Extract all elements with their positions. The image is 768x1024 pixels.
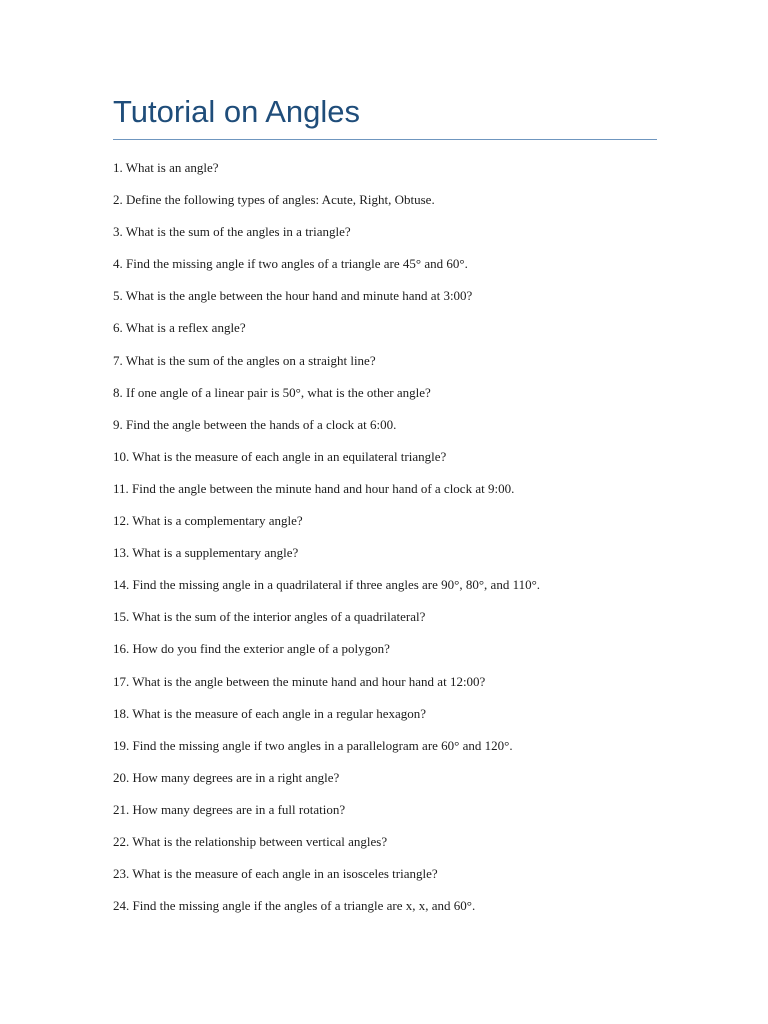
- question-item: 15. What is the sum of the interior angles of a quadrilateral?: [113, 609, 426, 625]
- question-item: 16. How do you find the exterior angle of a polygon?: [113, 641, 390, 657]
- question-item: 13. What is a supplementary angle?: [113, 545, 299, 561]
- question-item: 18. What is the measure of each angle in a regular hexagon?: [113, 705, 427, 721]
- question-item: 23. What is the measure of each angle in an isosceles triangle?: [113, 866, 438, 882]
- question-item: 7. What is the sum of the angles on a straight line?: [113, 352, 376, 368]
- question-item: 2. Define the following types of angles: Acute, Right, Obtuse.: [113, 192, 435, 208]
- question-item: 10. What is the measure of each angle in an equilateral triangle?: [113, 448, 447, 464]
- question-list: [113, 160, 673, 930]
- question-item: 24. Find the missing angle if the angles of a triangle are x, x, and 60°.: [113, 898, 476, 914]
- question-item: 22. What is the relationship between vertical angles?: [113, 833, 388, 849]
- question-item: 17. What is the angle between the minute hand and hour hand at 12:00?: [113, 673, 486, 689]
- question-item: 4. Find the missing angle if two angles of a triangle are 45° and 60°.: [113, 256, 468, 272]
- question-item: 6. What is a reflex angle?: [113, 320, 246, 336]
- question-item: 3. What is the sum of the angles in a triangle?: [113, 224, 351, 240]
- question-item: 1. What is an angle?: [113, 160, 219, 175]
- page-title: Tutorial on Angles: [113, 94, 361, 129]
- question-item: 20. How many degrees are in a right angle?: [113, 769, 340, 785]
- question-item: 11. Find the angle between the minute hand and hour hand of a clock at 9:00.: [113, 480, 515, 496]
- question-item: 19. Find the missing angle if two angles in a parallelogram are 60° and 120°.: [113, 737, 513, 753]
- question-item: 5. What is the angle between the hour hand and minute hand at 3:00?: [113, 288, 473, 304]
- question-item: 9. Find the angle between the hands of a clock at 6:00.: [113, 416, 397, 432]
- question-item: 21. How many degrees are in a full rotation?: [113, 801, 346, 817]
- title-underline: [113, 139, 657, 140]
- question-item: 12. What is a complementary angle?: [113, 513, 303, 529]
- question-item: 8. If one angle of a linear pair is 50°, what is the other angle?: [113, 384, 431, 400]
- question-item: 14. Find the missing angle in a quadrilateral if three angles are 90°, 80°, and 110°.: [113, 577, 541, 593]
